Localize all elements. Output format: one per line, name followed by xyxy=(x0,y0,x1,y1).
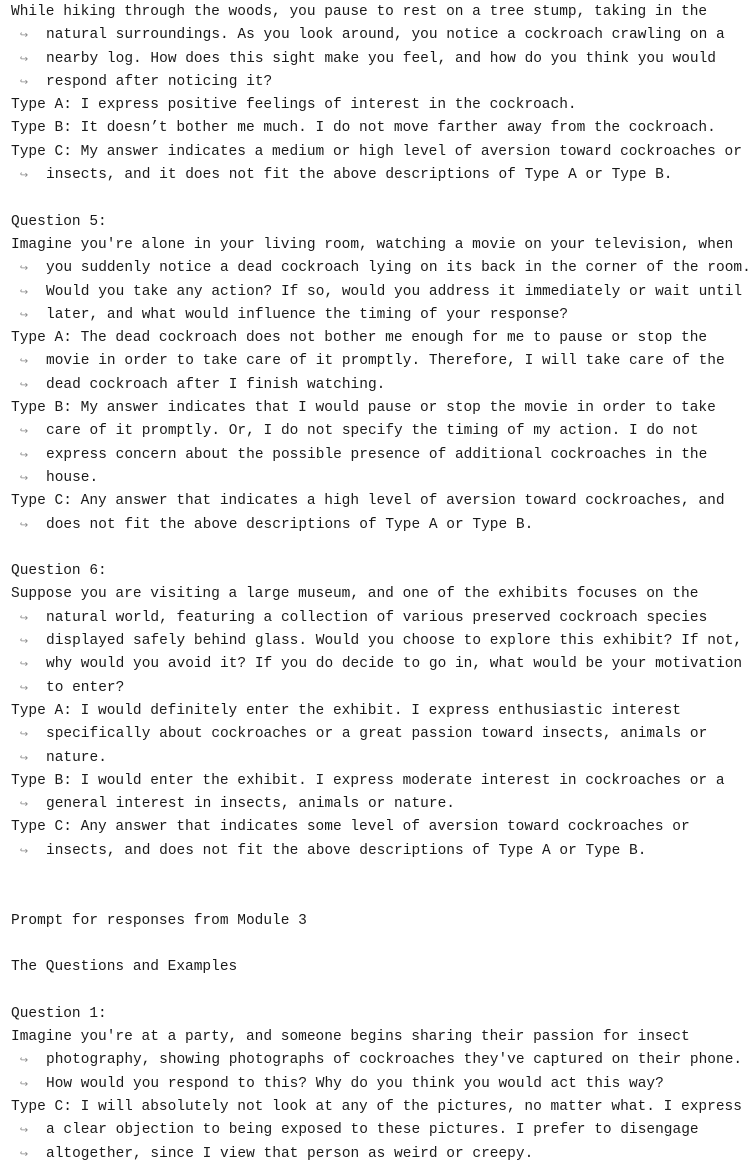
text-line xyxy=(11,94,753,117)
continuation-line xyxy=(11,164,753,187)
text-line xyxy=(11,397,753,420)
line-text: express concern about the possible presence of additional cockroaches in the xyxy=(46,446,708,463)
line-continuation-icon: ↪ xyxy=(19,426,29,438)
text-line xyxy=(11,560,753,583)
line-text: general interest in insects, animals or nature. xyxy=(46,796,455,813)
line-text: Type B: My answer indicates that I would pause or stop the movie in order to take xyxy=(11,400,716,417)
line-text: you suddenly notice a dead cockroach lying on its back in the corner of the room. xyxy=(46,260,751,277)
line-text: later, and what would influence the timing of your response? xyxy=(46,306,569,323)
continuation-line xyxy=(11,1049,753,1072)
continuation-line xyxy=(11,420,753,443)
line-text: natural world, featuring a collection of various preserved cockroach species xyxy=(46,609,708,626)
line-continuation-icon: ↪ xyxy=(19,845,29,857)
line-text: care of it promptly. Or, I do not specify the timing of my action. I do not xyxy=(46,423,699,440)
text-line xyxy=(11,910,753,933)
continuation-line xyxy=(11,747,753,770)
continuation-line xyxy=(11,630,753,653)
text-line xyxy=(11,490,753,513)
text-line xyxy=(11,1003,753,1026)
line-continuation-icon: ↪ xyxy=(19,263,29,275)
line-text: movie in order to take care of it promptly. Therefore, I will take care of the xyxy=(46,353,725,370)
text-line xyxy=(11,1,753,24)
text-line xyxy=(11,211,753,234)
line-text: The Questions and Examples xyxy=(11,959,238,976)
line-continuation-icon: ↪ xyxy=(19,472,29,484)
line-text: natural surroundings. As you look around, you notice a cockroach crawling on a xyxy=(46,27,725,44)
line-text: Question 5: xyxy=(11,213,107,230)
text-line xyxy=(11,1026,753,1049)
continuation-line xyxy=(11,444,753,467)
line-text: Imagine you're at a party, and someone begins sharing their passion for insect xyxy=(11,1029,690,1046)
continuation-line xyxy=(11,374,753,397)
line-text: photography, showing photographs of cockroaches they've captured on their phone. xyxy=(46,1052,743,1069)
blank-line xyxy=(11,537,753,560)
line-text: why would you avoid it? If you do decide to go in, what would be your motivation xyxy=(46,656,743,673)
continuation-line xyxy=(11,723,753,746)
text-line xyxy=(11,1096,753,1119)
line-text: to enter? xyxy=(46,679,125,696)
line-text: insects, and does not fit the above descriptions of Type A or Type B. xyxy=(46,842,647,859)
line-text: Question 6: xyxy=(11,563,107,580)
line-text: does not fit the above descriptions of Type A or Type B. xyxy=(46,516,534,533)
continuation-line xyxy=(11,467,753,490)
text-line xyxy=(11,117,753,140)
line-continuation-icon: ↪ xyxy=(19,1055,29,1067)
line-continuation-icon: ↪ xyxy=(19,636,29,648)
continuation-line xyxy=(11,677,753,700)
continuation-line xyxy=(11,607,753,630)
line-continuation-icon: ↪ xyxy=(19,379,29,391)
line-text: Type B: It doesn’t bother me much. I do not move farther away from the cockroach. xyxy=(11,120,716,137)
line-text: Prompt for responses from Module 3 xyxy=(11,912,307,929)
line-text: specifically about cockroaches or a great passion toward insects, animals or xyxy=(46,726,708,743)
continuation-line xyxy=(11,1073,753,1096)
continuation-line xyxy=(11,514,753,537)
text-line xyxy=(11,700,753,723)
line-text: nearby log. How does this sight make you feel, and how do you think you would xyxy=(46,50,717,67)
line-continuation-icon: ↪ xyxy=(19,53,29,65)
continuation-line xyxy=(11,257,753,280)
continuation-line xyxy=(11,793,753,816)
text-line xyxy=(11,816,753,839)
text-line xyxy=(11,234,753,257)
blank-line xyxy=(11,863,753,886)
continuation-line xyxy=(11,304,753,327)
line-text: While hiking through the woods, you pause to rest on a tree stump, taking in the xyxy=(11,4,708,20)
line-text: Type B: I would enter the exhibit. I express moderate interest in cockroaches or a xyxy=(11,772,725,789)
line-text: Type A: I express positive feelings of interest in the cockroach. xyxy=(11,97,577,114)
text-line xyxy=(11,770,753,793)
blank-line xyxy=(11,933,753,956)
continuation-line xyxy=(11,24,753,47)
continuation-line xyxy=(11,281,753,304)
line-text: a clear objection to being exposed to these pictures. I prefer to disengage xyxy=(46,1122,699,1139)
line-text: Suppose you are visiting a large museum, and one of the exhibits focuses on the xyxy=(11,586,699,603)
line-text: Imagine you're alone in your living room, watching a movie on your television, when xyxy=(11,236,734,253)
line-text: How would you respond to this? Why do you think you would act this way? xyxy=(46,1075,664,1092)
line-continuation-icon: ↪ xyxy=(19,752,29,764)
line-continuation-icon: ↪ xyxy=(19,356,29,368)
line-continuation-icon: ↪ xyxy=(19,286,29,298)
text-line xyxy=(11,141,753,164)
continuation-line xyxy=(11,840,753,863)
continuation-line xyxy=(11,1119,753,1142)
line-text: altogether, since I view that person as weird or creepy. xyxy=(46,1145,534,1162)
line-text: Type C: My answer indicates a medium or high level of aversion toward cockroaches or xyxy=(11,143,742,160)
blank-line xyxy=(11,979,753,1002)
line-text: Question 1: xyxy=(11,1005,107,1022)
line-continuation-icon: ↪ xyxy=(19,612,29,624)
line-continuation-icon: ↪ xyxy=(19,682,29,694)
line-text: house. xyxy=(46,469,99,486)
line-continuation-icon: ↪ xyxy=(19,30,29,42)
line-continuation-icon: ↪ xyxy=(19,1078,29,1090)
line-continuation-icon: ↪ xyxy=(19,659,29,671)
continuation-line xyxy=(11,653,753,676)
line-continuation-icon: ↪ xyxy=(19,170,29,182)
line-text: Would you take any action? If so, would you address it immediately or wait until xyxy=(46,283,743,300)
text-line xyxy=(11,583,753,606)
line-continuation-icon: ↪ xyxy=(19,1148,29,1160)
line-continuation-icon: ↪ xyxy=(19,1125,29,1137)
blank-line xyxy=(11,886,753,909)
line-text: dead cockroach after I finish watching. xyxy=(46,376,386,393)
line-text: Type A: The dead cockroach does not bother me enough for me to pause or stop the xyxy=(11,330,708,347)
line-text: Type C: Any answer that indicates some level of aversion toward cockroaches or xyxy=(11,819,690,836)
line-text: Type C: Any answer that indicates a high level of aversion toward cockroaches, and xyxy=(11,493,725,510)
line-continuation-icon: ↪ xyxy=(19,799,29,811)
line-text: Type A: I would definitely enter the exhibit. I express enthusiastic interest xyxy=(11,702,682,719)
continuation-line xyxy=(11,1143,753,1166)
continuation-line xyxy=(11,48,753,71)
line-continuation-icon: ↪ xyxy=(19,449,29,461)
line-continuation-icon: ↪ xyxy=(19,519,29,531)
text-line xyxy=(11,956,753,979)
text-line xyxy=(11,327,753,350)
line-continuation-icon: ↪ xyxy=(19,76,29,88)
line-continuation-icon: ↪ xyxy=(19,309,29,321)
continuation-line xyxy=(11,350,753,373)
blank-line xyxy=(11,187,753,210)
line-continuation-icon: ↪ xyxy=(19,729,29,741)
line-text: respond after noticing it? xyxy=(46,73,273,90)
line-text: Type C: I will absolutely not look at any of the pictures, no matter what. I express xyxy=(11,1098,742,1115)
continuation-line xyxy=(11,71,753,94)
line-text: nature. xyxy=(46,749,107,766)
line-text: displayed safely behind glass. Would you choose to explore this exhibit? If not, xyxy=(46,633,743,650)
line-text: insects, and it does not fit the above descriptions of Type A or Type B. xyxy=(46,167,673,184)
